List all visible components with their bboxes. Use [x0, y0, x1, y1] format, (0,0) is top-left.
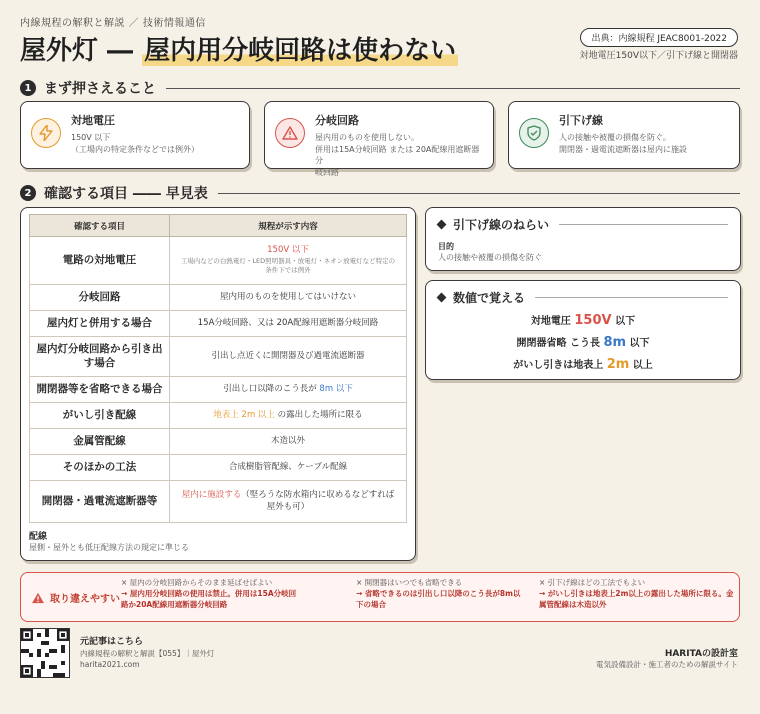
card-voltage — [20, 101, 250, 169]
shield-check-icon — [519, 118, 549, 148]
series-label: 内線規程の解釈と解説 ／ 技術情報通信 — [20, 18, 206, 29]
row-value-highlight: 地表上 2m 以上 — [213, 409, 275, 420]
card-branch-line: 屋内用のものを使用しない。 — [315, 133, 419, 142]
row-value: 15A分岐回路、又は 20A配線用遮断器分岐回路 — [170, 311, 407, 337]
footer-title: 元記事はこちら — [80, 637, 144, 647]
section-1-title: まず押さえること — [44, 81, 156, 97]
mistakes-label: 取り違えやすい — [50, 594, 120, 605]
card-voltage-line: 150V 以下 — [71, 133, 111, 142]
row-value: 引出し点近くに開閉器及び過電流遮断器 — [170, 337, 407, 377]
table-row — [30, 455, 407, 481]
table-row — [30, 377, 407, 403]
row-item: 分岐回路 — [30, 285, 170, 311]
page-title — [20, 30, 458, 67]
number-value: 150V — [574, 313, 612, 328]
card-voltage-title: 対地電圧 — [71, 114, 115, 127]
row-value: 引出し口以降のこう長が — [223, 383, 320, 394]
card-branch — [264, 101, 494, 177]
side-card-title: 引下げ線のねらい — [453, 218, 550, 232]
mistake-item: × 屋内の分岐回路からそのまま延ばせばよい → 屋内用分岐回路の使用は禁止。併用は15A分岐回路か20A配線用遮断器分岐回路 — [121, 578, 297, 609]
number-row: 対地電圧 150V 以下 — [530, 313, 636, 328]
diamond-icon — [437, 293, 447, 303]
section-1-heading — [20, 78, 740, 98]
row-item: がいし引き配線 — [30, 403, 170, 429]
row-item: 金属管配線 — [30, 429, 170, 455]
card-branch-title: 分岐回路 — [315, 114, 359, 127]
table-row — [30, 403, 407, 429]
card-downlead — [508, 101, 740, 169]
purpose-text: 人の接触や被覆の損傷を防ぐ — [438, 253, 542, 262]
number-row: 開閉器省略 こう長 8m 以下 — [516, 335, 650, 350]
downlead-purpose-card — [425, 207, 741, 271]
numbers-card — [425, 280, 741, 380]
row-value: 屋内用のものを使用してはいけない — [170, 285, 407, 311]
card-downlead-title: 引下げ線 — [559, 114, 603, 127]
warning-icon — [31, 592, 45, 604]
table-row — [30, 429, 407, 455]
diamond-icon — [437, 220, 447, 230]
title-highlight: 屋内用分岐回路は使わない — [144, 36, 457, 66]
table-row — [30, 337, 407, 377]
row-item: 開閉器・過電流遮断器等 — [30, 481, 170, 523]
footer-site-url[interactable]: harita2021.com — [80, 660, 140, 669]
row-subnote: 工場内などの白熱電灯・LED照明器具・放電灯・ネオン放電灯など特定の条件下では例外 — [180, 256, 396, 275]
brand-name: HARITAの設計室 — [664, 649, 738, 659]
table-note: 屋側・屋外とも低圧配線方法の規定に準じる — [29, 543, 189, 552]
side-card-title: 数値で覚える — [453, 291, 526, 305]
number-row: がいし引きは地表上 2m 以上 — [513, 357, 653, 372]
row-item: 屋内灯と併用する場合 — [30, 311, 170, 337]
table-row — [30, 311, 407, 337]
row-item: そのほかの工法 — [30, 455, 170, 481]
row-item: 屋内灯分岐回路から引き出す場合 — [30, 337, 170, 377]
lightning-icon — [31, 118, 61, 148]
row-value: 合成樹脂管配線、ケーブル配線 — [170, 455, 407, 481]
section-2-heading — [20, 183, 740, 203]
row-value: 150V 以下 — [267, 244, 309, 255]
qr-code[interactable] — [20, 628, 70, 678]
source-badge: 出典：内線規程 JEAC8001-2022 — [580, 28, 738, 47]
card-downlead-line: 人の接触や被覆の損傷を防ぐ。 — [559, 133, 671, 142]
number-value: 8m — [603, 335, 627, 350]
row-value: 木造以外 — [170, 429, 407, 455]
brand-subtitle: 電気設備設計・施工者のための解説サイト — [596, 660, 738, 669]
quick-reference-table — [20, 207, 416, 561]
common-mistakes-box — [20, 572, 740, 622]
warning-icon — [275, 118, 305, 148]
table-header: 確認する項目 — [30, 215, 170, 237]
number-value: 2m — [606, 357, 630, 372]
section-1-number: 1 — [20, 80, 36, 96]
table-note-title: 配線 — [29, 532, 48, 542]
section-2-title: 確認する項目 ―― 早見表 — [44, 186, 208, 202]
table-row — [30, 237, 407, 285]
row-value-highlight: 8m 以下 — [319, 383, 353, 394]
row-item: 電路の対地電圧 — [30, 237, 170, 285]
title-prefix: 屋外灯 ― — [20, 36, 143, 66]
table-row — [30, 285, 407, 311]
card-downlead-line: 開閉器・過電流遮断器は屋内に施設 — [559, 144, 687, 154]
table-row — [30, 481, 407, 523]
section-2-number: 2 — [20, 185, 36, 201]
mistake-item: × 開閉器はいつでも省略できる → 省略できるのは引出し口以降のこう長が8m以下の場合 — [356, 578, 521, 609]
card-branch-line: 岐回路 — [315, 167, 339, 177]
mistake-item: × 引下げ線はどの工法でもよい → がいし引きは地表上2m以上の露出した場所に限る。金属管配線は木造以外 — [539, 578, 734, 609]
row-item: 開閉器等を省略できる場合 — [30, 377, 170, 403]
card-branch-line: 併用は15A分岐回路 または 20A配線用遮断器分 — [315, 144, 480, 166]
row-value-highlight: 屋内に施設する — [181, 489, 242, 500]
row-value: の露出した場所に限る — [274, 409, 363, 420]
footer-article-link[interactable]: 内線規程の解釈と解説【055】｜屋外灯 — [80, 649, 215, 658]
card-voltage-line: （工場内の特定条件などでは例外） — [71, 144, 199, 154]
purpose-label: 目的 — [438, 242, 454, 251]
source-subtitle: 対地電圧150V以下／引下げ線と開閉器 — [579, 51, 738, 61]
table-header: 規程が示す内容 — [170, 215, 407, 237]
row-value: （堅ろうな防水箱内に収めるなどすれば屋外も可） — [241, 489, 395, 512]
